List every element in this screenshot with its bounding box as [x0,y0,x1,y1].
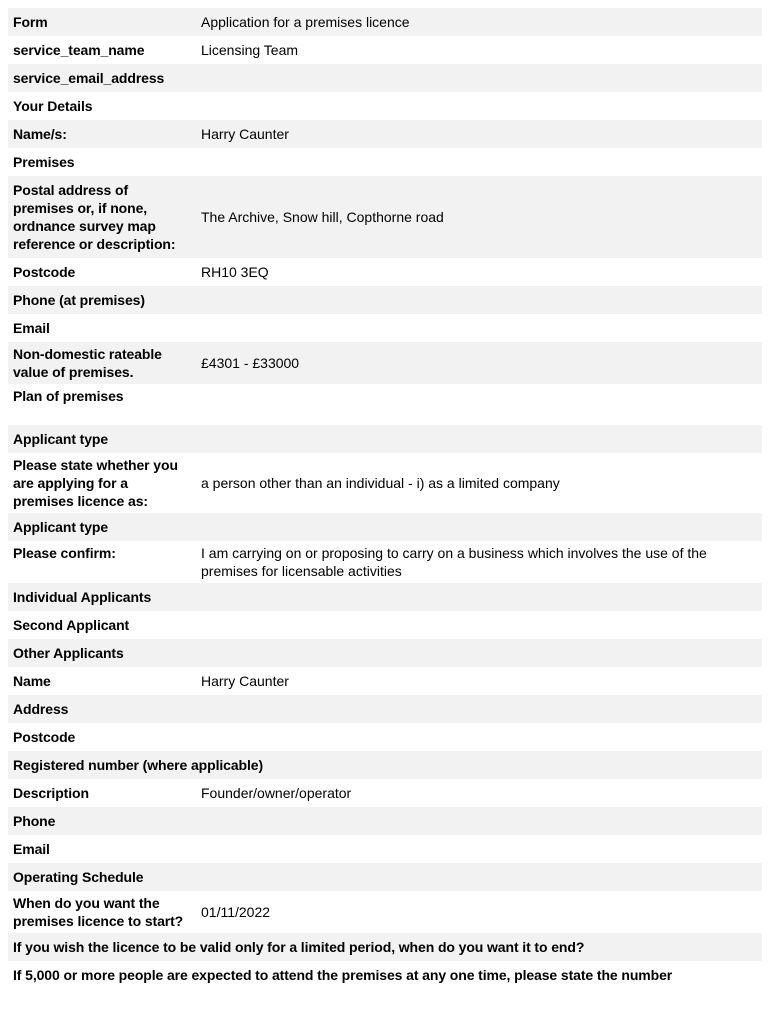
row-value: Licensing Team [196,36,762,64]
row-value [196,64,762,92]
row-rateable-value [8,342,762,384]
section-heading: Premises [8,148,196,176]
row-value [196,513,762,541]
row-value: I am carrying on or proposing to carry on a business which involves the use of the premises for licensable activities [196,541,762,583]
row-label: service_email_address [8,64,196,92]
row-other-applicants [8,639,762,667]
row-registered-number [8,751,762,779]
row-label: When do you want the premises licence to start? [8,891,196,933]
row-individual-applicants [8,583,762,611]
row-value [196,611,762,639]
row-label: If 5,000 or more people are expected to attend the premises at any one time, please state the number [8,961,762,989]
row-value [196,92,762,120]
row-label: Email [8,835,196,863]
row-service-email-address [8,64,762,92]
row-phone-premises [8,286,762,314]
row-value [196,384,762,425]
form-details-table [8,8,762,989]
row-value [196,723,762,751]
row-label: Registered number (where applicable) [8,751,762,779]
row-plan-of-premises [8,384,762,425]
row-premises [8,148,762,176]
row-names [8,120,762,148]
row-label: Form [8,8,196,36]
row-label: Description [8,779,196,807]
row-form [8,8,762,36]
row-value [196,639,762,667]
row-label: service_team_name [8,36,196,64]
row-postcode [8,258,762,286]
row-label: Phone [8,807,196,835]
row-your-details [8,92,762,120]
row-value: Harry Caunter [196,667,762,695]
row-label: Postcode [8,723,196,751]
row-value: The Archive, Snow hill, Copthorne road [196,176,762,258]
row-label: Please confirm: [8,541,196,583]
row-please-confirm [8,541,762,583]
row-service-team-name [8,36,762,64]
row-label: Please state whether you are applying for a premises licence as: [8,453,196,513]
row-postal-address [8,176,762,258]
row-applicant-type-2 [8,513,762,541]
row-label: Non-domestic rateable value of premises. [8,342,196,384]
row-postcode-2 [8,723,762,751]
row-value: Application for a premises licence [196,8,762,36]
row-label: Name [8,667,196,695]
row-attendance [8,961,762,989]
row-value: a person other than an individual - i) as a limited company [196,453,762,513]
row-label: Phone (at premises) [8,286,196,314]
section-heading: Other Applicants [8,639,196,667]
row-applying-as [8,453,762,513]
row-name [8,667,762,695]
section-heading: Applicant type [8,513,196,541]
row-second-applicant [8,611,762,639]
row-value [196,807,762,835]
row-label: Email [8,314,196,342]
row-label: Postcode [8,258,196,286]
row-value [196,425,762,453]
row-value [196,863,762,891]
row-value [196,314,762,342]
row-value [196,583,762,611]
row-value [196,835,762,863]
row-email-2 [8,835,762,863]
row-value: Founder/owner/operator [196,779,762,807]
section-heading: Applicant type [8,425,196,453]
row-email [8,314,762,342]
row-value [196,695,762,723]
section-heading: Individual Applicants [8,583,196,611]
row-address [8,695,762,723]
row-value [196,286,762,314]
row-value: 01/11/2022 [196,891,762,933]
section-heading: Second Applicant [8,611,196,639]
row-licence-end [8,933,762,961]
row-label: Address [8,695,196,723]
row-value: RH10 3EQ [196,258,762,286]
row-applicant-type [8,425,762,453]
row-label: Name/s: [8,120,196,148]
row-label: Plan of premises [8,384,196,425]
row-description [8,779,762,807]
row-label: If you wish the licence to be valid only for a limited period, when do you want it to end? [8,933,762,961]
section-heading: Your Details [8,92,196,120]
row-phone [8,807,762,835]
row-value [196,148,762,176]
row-operating-schedule [8,863,762,891]
row-value: £4301 - £33000 [196,342,762,384]
section-heading: Operating Schedule [8,863,196,891]
row-value: Harry Caunter [196,120,762,148]
row-licence-start [8,891,762,933]
row-label: Postal address of premises or, if none, ordnance survey map reference or description: [8,176,196,258]
